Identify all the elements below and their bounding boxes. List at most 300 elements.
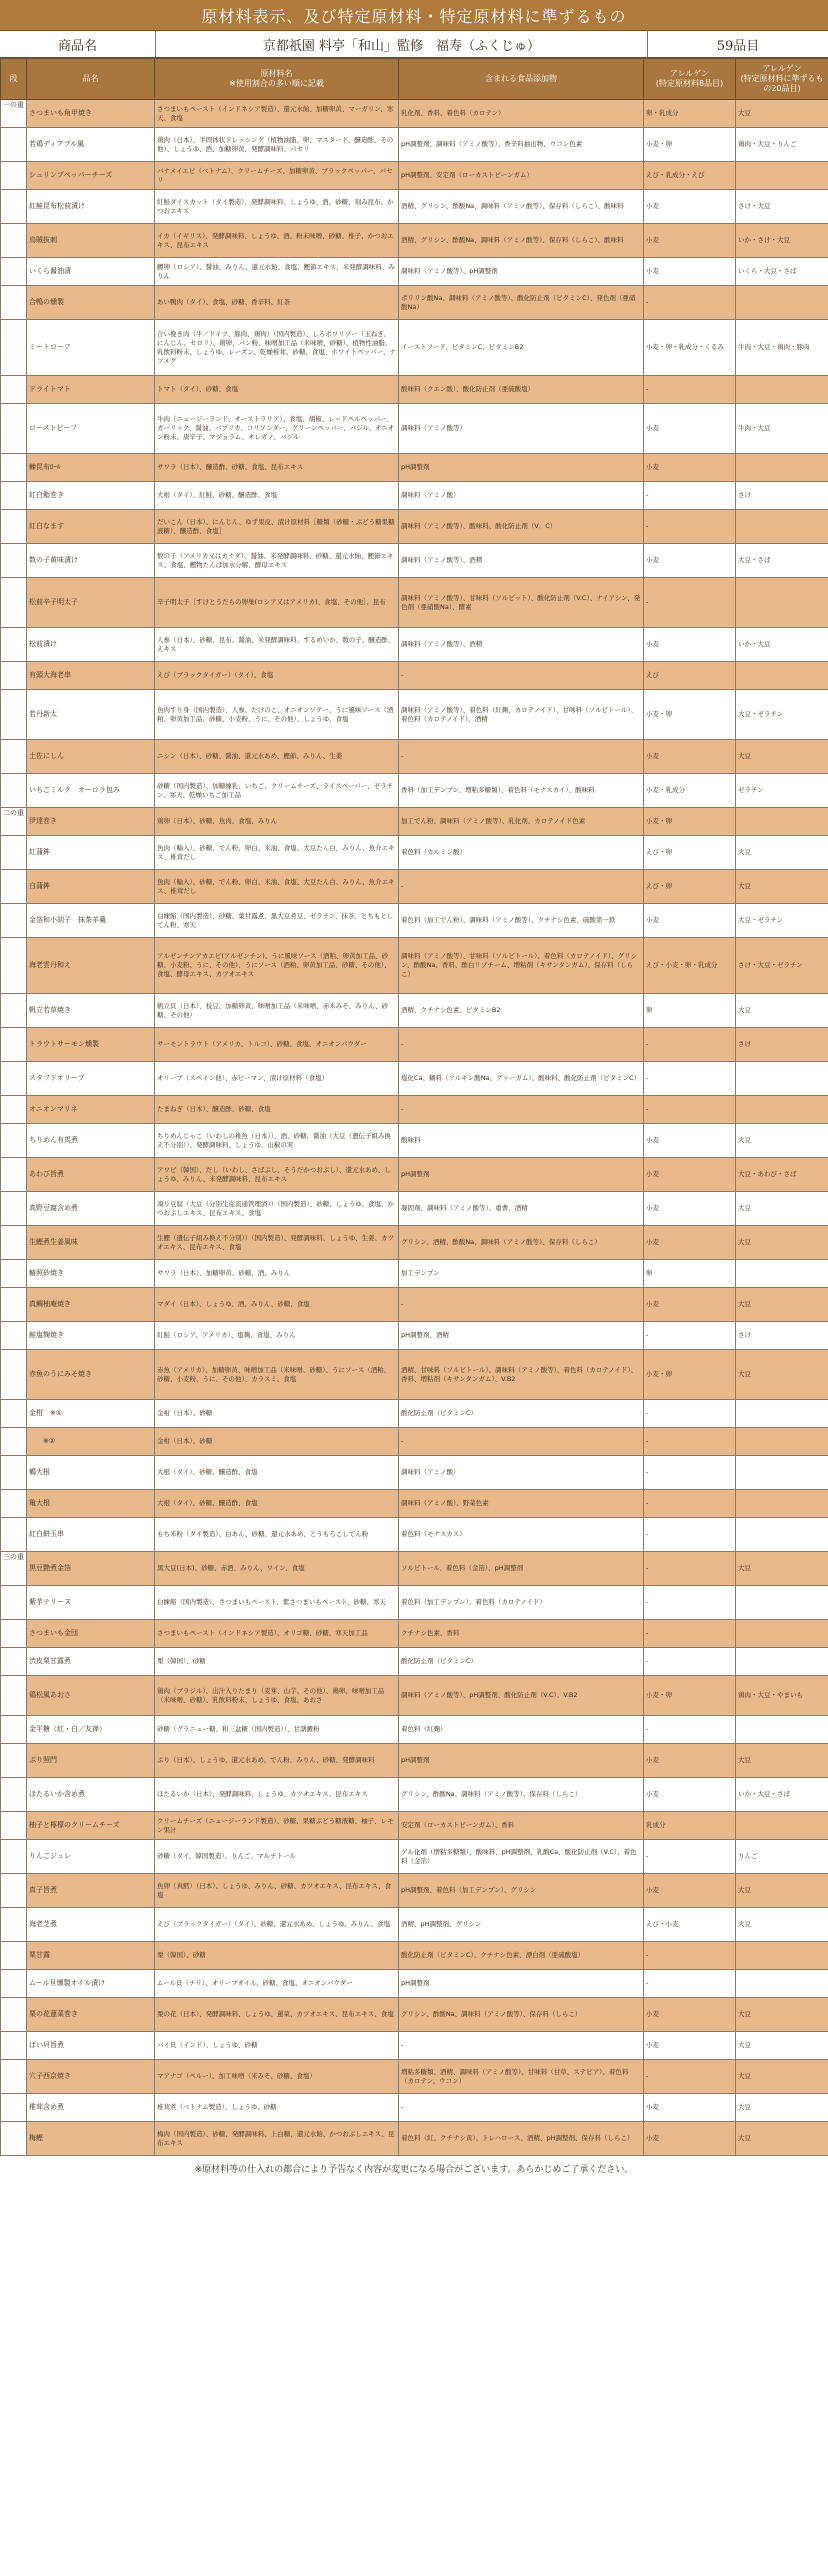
row-allergen-major: 卵 bbox=[644, 994, 736, 1028]
row-name: さつまいも金団 bbox=[27, 1620, 155, 1648]
row-allergen-minor: 大豆・ゼラチン bbox=[736, 690, 828, 740]
row-name: 穴子西京焼き bbox=[27, 2060, 155, 2094]
row-additives: 酒精、pH調整剤、グリシン bbox=[399, 1908, 644, 1942]
row-additives: 塩化Ca、糊料（アルギン酸Na、グァーガム）、酸味料、酸化防止剤（ビタミンC） bbox=[399, 1062, 644, 1096]
row-ingredients: 椎茸煮（ベトナム製造）、しょうゆ、砂糖 bbox=[155, 2094, 399, 2122]
row-ingredients: 魚卵（真鱈）（日本）、しょうゆ、みりん、砂糖、カツオエキス、昆布エキス、食塩 bbox=[155, 1874, 399, 1908]
row-dan bbox=[1, 2060, 27, 2094]
row-allergen-minor: さけ・大豆・ゼラチン bbox=[736, 938, 828, 994]
row-ingredients: ほたるいか（日本）、発酵調味料、しょうゆ、カツオエキス、昆布エキス bbox=[155, 1778, 399, 1812]
row-name: 烏賊抜刺 bbox=[27, 224, 155, 258]
row-allergen-minor: 大豆 bbox=[736, 2094, 828, 2122]
row-additives: - bbox=[399, 2094, 644, 2122]
row-allergen-minor: 大豆 bbox=[736, 1998, 828, 2032]
col-ingredients bbox=[155, 59, 399, 100]
row-name: ミートローフ bbox=[27, 320, 155, 376]
row-allergen-major: - bbox=[644, 286, 736, 320]
row-allergen-minor: 大豆・あわび・さば bbox=[736, 1158, 828, 1192]
table-row bbox=[1, 1226, 828, 1260]
row-allergen-minor: 大豆 bbox=[736, 1124, 828, 1158]
row-allergen-minor: 大豆 bbox=[736, 1288, 828, 1322]
row-allergen-major: 小麦・卵 bbox=[644, 808, 736, 836]
row-allergen-minor: いか・さけ・大豆 bbox=[736, 224, 828, 258]
row-allergen-minor: 大豆 bbox=[736, 1908, 828, 1942]
row-name: 有頭大海老串 bbox=[27, 662, 155, 690]
row-additives: 酸化防止剤（ビタミンC） bbox=[399, 1648, 644, 1676]
row-additives: 調味料（アミノ酸等）、酒精 bbox=[399, 628, 644, 662]
row-allergen-minor bbox=[736, 1586, 828, 1620]
row-allergen-minor: 鶏肉・大豆・やまいも bbox=[736, 1676, 828, 1716]
row-allergen-minor: 大豆 bbox=[736, 2032, 828, 2060]
row-additives: - bbox=[399, 1288, 644, 1322]
col-additives: 含まれる食品添加物 bbox=[399, 59, 644, 100]
row-allergen-major: - bbox=[644, 1490, 736, 1518]
row-ingredients: 魚肉（輸入）、砂糖、でん粉、卵白、米油、食塩、大豆たん白、みりん、魚介エキス、椎茸だし bbox=[155, 870, 399, 904]
row-name: 柚子と檸檬のクリームチーズ bbox=[27, 1812, 155, 1840]
row-additives: 加工デンプン bbox=[399, 1260, 644, 1288]
row-additives: 加工でん粉、調味料（アミノ酸等）、乳化剤、カロテノイド色素 bbox=[399, 808, 644, 836]
row-name: 若丹新太 bbox=[27, 690, 155, 740]
table-row bbox=[1, 1518, 828, 1552]
row-ingredients: トマト（タイ）、砂糖、食塩 bbox=[155, 376, 399, 404]
row-ingredients: 大根（タイ）、砂糖、醸造酢、食塩 bbox=[155, 1490, 399, 1518]
row-allergen-minor: いくら・大豆・さば bbox=[736, 258, 828, 286]
table-row bbox=[1, 1998, 828, 2032]
row-name: 栗甘露 bbox=[27, 1942, 155, 1970]
row-dan bbox=[1, 1350, 27, 1400]
row-ingredients: 大根（タイ）、紅鮭、砂糖、醸造酢、食塩 bbox=[155, 482, 399, 510]
row-name: 鰊昆布ﾛｰﾙ bbox=[27, 454, 155, 482]
table-row bbox=[1, 662, 828, 690]
row-allergen-major: えび・卵 bbox=[644, 870, 736, 904]
row-dan bbox=[1, 662, 27, 690]
row-name: 鶏松風あおさ bbox=[27, 1676, 155, 1716]
row-additives: pH調整剤、着色料（加工デンプン）、グリシン bbox=[399, 1874, 644, 1908]
table-row bbox=[1, 100, 828, 128]
row-dan bbox=[1, 1744, 27, 1778]
row-ingredients: 辛子明太子［すけとうだらの卵巣(ロシア又はアメリカ)、食塩、その他］、昆布 bbox=[155, 578, 399, 628]
row-name: ローストビーフ bbox=[27, 404, 155, 454]
row-additives: 調味料（アミノ酸等）、pH調整剤 bbox=[399, 258, 644, 286]
row-name: 数の子黄味漬け bbox=[27, 544, 155, 578]
row-allergen-major: - bbox=[644, 1942, 736, 1970]
table-row bbox=[1, 1096, 828, 1124]
row-dan bbox=[1, 904, 27, 938]
table-row bbox=[1, 510, 828, 544]
row-allergen-major: 小麦 bbox=[644, 1998, 736, 2032]
row-allergen-major: - bbox=[644, 578, 736, 628]
row-allergen-major: 小麦・卵 bbox=[644, 690, 736, 740]
row-dan bbox=[1, 938, 27, 994]
row-additives: 酒精、クチナシ色素、ビタミンB2 bbox=[399, 994, 644, 1028]
row-name: ほたるいか含め煮 bbox=[27, 1778, 155, 1812]
row-allergen-minor: 牛肉・大豆 bbox=[736, 404, 828, 454]
row-ingredients: ムール貝（チリ）、オリーブオイル、砂糖、食塩、オニオンパウダー bbox=[155, 1970, 399, 1998]
row-allergen-minor bbox=[736, 1428, 828, 1456]
row-allergen-major: 小麦 bbox=[644, 1778, 736, 1812]
row-allergen-major: 小麦 bbox=[644, 2122, 736, 2156]
row-allergen-major: - bbox=[644, 1428, 736, 1456]
col-name: 品名 bbox=[27, 59, 155, 100]
footer-note: ※原材料等の仕入れの都合により予告なく内容が変更になる場合がございます。あらかじめご了承ください。 bbox=[194, 2165, 634, 2175]
col-allergen-major bbox=[644, 59, 736, 100]
table-row bbox=[1, 938, 828, 994]
table-row bbox=[1, 1350, 828, 1400]
row-allergen-major: 小麦・卵 bbox=[644, 128, 736, 162]
row-allergen-minor bbox=[736, 808, 828, 836]
row-dan bbox=[1, 286, 27, 320]
row-dan bbox=[1, 190, 27, 224]
row-dan bbox=[1, 1716, 27, 1744]
table-row bbox=[1, 320, 828, 376]
row-dan bbox=[1, 836, 27, 870]
row-ingredients: 大根（タイ）、砂糖、醸造酢、食塩 bbox=[155, 1456, 399, 1490]
row-dan bbox=[1, 510, 27, 544]
row-allergen-major: - bbox=[644, 1552, 736, 1586]
row-name: 合鴨の燻製 bbox=[27, 286, 155, 320]
row-dan bbox=[1, 2094, 27, 2122]
row-name: いくら醤油漬 bbox=[27, 258, 155, 286]
row-additives: 着色料（紅麹） bbox=[399, 1716, 644, 1744]
row-allergen-minor: さけ bbox=[736, 1028, 828, 1062]
col-ingredients-note: ※使用割合の多い順に記載 bbox=[229, 79, 324, 88]
row-allergen-major: えび・小麦・卵・乳成分 bbox=[644, 938, 736, 994]
row-ingredients: 砂糖（タイ、韓国製造）、りんご、マルチトール bbox=[155, 1840, 399, 1874]
row-allergen-minor: 大豆 bbox=[736, 836, 828, 870]
table-body bbox=[1, 100, 828, 2156]
row-name: 海老芝煮 bbox=[27, 1908, 155, 1942]
table-row bbox=[1, 1812, 828, 1840]
col-allergen-minor-label: アレルゲン bbox=[762, 64, 802, 73]
table-row bbox=[1, 482, 828, 510]
row-dan bbox=[1, 1028, 27, 1062]
row-dan bbox=[1, 1158, 27, 1192]
row-additives: 酒精、甘味料（ソルビトール）、調味料（アミノ酸等）、着色料（カロテノイド）、香料、増粘剤（キサンタンガム）、V.B2 bbox=[399, 1350, 644, 1400]
row-ingredients: アワビ（韓国）、だし（いわし、さばぶし、そうだかつおぶし）、還元水あめ、しょうゆ、みりん、米発酵調味料、昆布エキス bbox=[155, 1158, 399, 1192]
row-allergen-major: 卵・乳成分 bbox=[644, 100, 736, 128]
row-additives: - bbox=[399, 1028, 644, 1062]
row-additives: 調味料（アミノ酸） bbox=[399, 1456, 644, 1490]
row-ingredients: 白練餡（国内製造）、さつまいもペースト、紫さつまいもペースト、砂糖、寒天 bbox=[155, 1586, 399, 1620]
row-allergen-major: - bbox=[644, 2060, 736, 2094]
row-allergen-minor bbox=[736, 662, 828, 690]
row-allergen-minor bbox=[736, 376, 828, 404]
table-row bbox=[1, 1124, 828, 1158]
row-name: オニオンマリネ bbox=[27, 1096, 155, 1124]
col-allergen-minor bbox=[736, 59, 828, 100]
row-ingredients: サワラ（日本）、加糖卵黄、砂糖、酒、みりん bbox=[155, 1260, 399, 1288]
row-name: 黒豆艶煮金箔 bbox=[27, 1552, 155, 1586]
row-allergen-minor: 牛肉・大豆・鶏肉・豚肉 bbox=[736, 320, 828, 376]
table-row bbox=[1, 1586, 828, 1620]
row-allergen-major: 小麦 bbox=[644, 740, 736, 774]
row-dan bbox=[1, 1778, 27, 1812]
row-allergen-minor: 大豆 bbox=[736, 994, 828, 1028]
row-allergen-minor: 大豆・ゼラチン bbox=[736, 904, 828, 938]
row-name: ドライトマト bbox=[27, 376, 155, 404]
row-allergen-major: - bbox=[644, 1716, 736, 1744]
row-ingredients: さつまいもペースト（インドネシア製造）、還元水飴、加糖卵黄、マーガリン、寒天、食塩 bbox=[155, 100, 399, 128]
row-ingredients: だいこん（日本）、にんじん、ゆず果皮、漬け原材料［糖類（砂糖・ぶどう糖果糖液糖）、醸造酢、食塩］ bbox=[155, 510, 399, 544]
row-allergen-minor bbox=[736, 1620, 828, 1648]
row-ingredients: たまねぎ（日本）、醸造酢、砂糖、食塩 bbox=[155, 1096, 399, 1124]
table-row bbox=[1, 1908, 828, 1942]
row-additives: 増粘多糖類、酒精、調味料（アミノ酸等）、甘味料（甘草、ステビア）、着色料（カロテン、ウコン） bbox=[399, 2060, 644, 2094]
row-dan bbox=[1, 482, 27, 510]
row-allergen-major: - bbox=[644, 1062, 736, 1096]
row-additives: クチナシ色素、香料 bbox=[399, 1620, 644, 1648]
row-additives: 調味料（アミノ酸等）、酸味料、酸化防止剤（V．C） bbox=[399, 510, 644, 544]
col-allergen-minor-note: (特定原材料に準ずるもの20品目) bbox=[740, 74, 824, 93]
row-allergen-minor bbox=[736, 1400, 828, 1428]
row-ingredients: 黒大豆(日本)、砂糖、赤酒、みりん、ワイン、食塩 bbox=[155, 1552, 399, 1586]
row-allergen-major: 小麦 bbox=[644, 258, 736, 286]
row-allergen-major: - bbox=[644, 482, 736, 510]
row-name: 栗の花蓮菜巻き bbox=[27, 1998, 155, 2032]
row-allergen-major: - bbox=[644, 1028, 736, 1062]
table-row bbox=[1, 128, 828, 162]
row-allergen-minor bbox=[736, 1716, 828, 1744]
row-additives: 着色料（加工デンプン）、着色料（カロテノイド） bbox=[399, 1586, 644, 1620]
table-row bbox=[1, 454, 828, 482]
row-dan bbox=[1, 2122, 27, 2156]
table-row bbox=[1, 1778, 828, 1812]
row-dan bbox=[1, 2032, 27, 2060]
row-ingredients: 帆立貝（日本）、枝豆、加糖卵黄、味噌加工品（米味噌、赤米みそ、みりん、砂糖、その他） bbox=[155, 994, 399, 1028]
row-dan bbox=[1, 1260, 27, 1288]
row-additives: pH調整剤 bbox=[399, 1970, 644, 1998]
row-additives: - bbox=[399, 870, 644, 904]
row-additives: - bbox=[399, 1428, 644, 1456]
row-additives: 着色料（紅、クチナシ黄）、トレハロース、酒精、pH調整剤、保存料（しらこ） bbox=[399, 2122, 644, 2156]
row-allergen-minor: 大豆 bbox=[736, 1350, 828, 1400]
row-allergen-minor: 大豆 bbox=[736, 870, 828, 904]
table-row bbox=[1, 162, 828, 190]
row-name: 海老雲丹和え bbox=[27, 938, 155, 994]
row-ingredients: 栗（韓国）、砂糖 bbox=[155, 1942, 399, 1970]
table-row bbox=[1, 1490, 828, 1518]
row-allergen-major: 小麦 bbox=[644, 2094, 736, 2122]
row-allergen-major: 小麦 bbox=[644, 190, 736, 224]
row-allergen-major: - bbox=[644, 1840, 736, 1874]
row-name: トラウトサーモン燻製 bbox=[27, 1028, 155, 1062]
row-additives: 酒精、グリシン、酢酸Na、調味料（アミノ酸等）、保存料（しらこ）、酸味料 bbox=[399, 224, 644, 258]
row-name: ちりめん有馬煮 bbox=[27, 1124, 155, 1158]
row-ingredients: 数の子（アメリカ又はカナダ）、醤油、米発酵調味料、砂糖、還元水飴、鰹節エキス、食塩、鰹物たんぱ加水分解、酵母エキス bbox=[155, 544, 399, 578]
row-additives: 酸味料 bbox=[399, 1124, 644, 1158]
row-dan bbox=[1, 1226, 27, 1260]
row-additives: グリシン、酢酸Na、調味料（アミノ酸等）、保存料（しらこ） bbox=[399, 1778, 644, 1812]
row-ingredients: ちりめんじゃこ（いわしの稚魚（日本））、酒、砂糖、醤油（大豆（遺伝子組み換え不分別））、発酵調味料、しょうゆ、山椒の実 bbox=[155, 1124, 399, 1158]
row-dan bbox=[1, 740, 27, 774]
table-row bbox=[1, 1970, 828, 1998]
row-additives: グリシン、酢酸Na、調味料（アミノ酸等）、保存料（しらこ） bbox=[399, 1998, 644, 2032]
row-allergen-minor bbox=[736, 1260, 828, 1288]
row-name: 金平糖（紅・白／友禅） bbox=[27, 1716, 155, 1744]
table-row bbox=[1, 1552, 828, 1586]
table-row bbox=[1, 1028, 828, 1062]
row-additives: 調味料（アミノ酸等） bbox=[399, 404, 644, 454]
row-ingredients: 鱒卵（ロシア）、醤油、みりん、還元水飴、食塩、鰹節エキス、米発酵調味料、みりん bbox=[155, 258, 399, 286]
row-additives: 調味料（アミノ酸等）、酒精 bbox=[399, 544, 644, 578]
table-row bbox=[1, 2032, 828, 2060]
table-row bbox=[1, 544, 828, 578]
row-name: 金柑 ※① bbox=[27, 1400, 155, 1428]
row-dan bbox=[1, 774, 27, 808]
row-dan bbox=[1, 628, 27, 662]
row-ingredients: 紅鮭ダイスカット（タイ製造）、発酵調味料、しょうゆ、酒、砂糖、刻み昆布、かつおエキス bbox=[155, 190, 399, 224]
row-ingredients: マダイ（日本）、しょうゆ、酒、みりん、砂糖、食塩 bbox=[155, 1288, 399, 1322]
product-label: 商品名 bbox=[0, 31, 156, 57]
row-dan bbox=[1, 1812, 27, 1840]
row-name: 帆立若草焼き bbox=[27, 994, 155, 1028]
row-additives: イーストフード、ビタミンC、ビタミンB2 bbox=[399, 320, 644, 376]
row-name: 白蒲鉾 bbox=[27, 870, 155, 904]
row-allergen-minor bbox=[736, 1490, 828, 1518]
row-additives: 調味料（アミノ酸等）、甘味料（ソルビトール）、着色料（カロテノイド）、グリシン、酢酸Na、香料、酢白リゾチーム、増粘剤（キサンタンガム）、保存料（しらこ） bbox=[399, 938, 644, 994]
row-dan bbox=[1, 1400, 27, 1428]
row-dan bbox=[1, 1840, 27, 1874]
row-allergen-major: - bbox=[644, 1518, 736, 1552]
row-allergen-major: - bbox=[644, 1620, 736, 1648]
table-row bbox=[1, 404, 828, 454]
row-allergen-major: 小麦・卵 bbox=[644, 1676, 736, 1716]
row-allergen-major: 小麦・乳成分 bbox=[644, 774, 736, 808]
row-allergen-major: 卵 bbox=[644, 1260, 736, 1288]
row-additives: pH調整剤 bbox=[399, 454, 644, 482]
row-additives: 調味料（アミノ酸等）、pH調整剤、酸化防止剤（V.C）、V.B2 bbox=[399, 1676, 644, 1716]
row-allergen-minor bbox=[736, 286, 828, 320]
row-ingredients: マアナゴ（ペルー）、加工味噌（米みそ、砂糖、食塩） bbox=[155, 2060, 399, 2094]
row-dan bbox=[1, 1288, 27, 1322]
row-name: 真鯛柚庵焼き bbox=[27, 1288, 155, 1322]
row-allergen-major: - bbox=[644, 1400, 736, 1428]
row-additives: 調味料（アミノ酸等）、甘味料（ソルビット）、酸化防止剤（V.C）、ナイアシン、発色剤（亜硝酸Na）、酵素 bbox=[399, 578, 644, 628]
row-ingredients: イカ（イギリス）、発酵調味料、しょうゆ、酒、粉末味噌、砂糖、椎子、かつおエキス、昆布エキス bbox=[155, 224, 399, 258]
row-ingredients: あい鴨肉（タイ）、食塩、砂糖、香辛料、紅茶 bbox=[155, 286, 399, 320]
row-allergen-minor: 大豆 bbox=[736, 1552, 828, 1586]
row-name: 金箔和小胡子 抹茶羊羹 bbox=[27, 904, 155, 938]
row-allergen-major: 小麦 bbox=[644, 1158, 736, 1192]
row-allergen-minor: 大豆・さば bbox=[736, 544, 828, 578]
row-ingredients: 赤魚（アメリカ）、加糖卵黄、味噌加工品（米味噌、砂糖）、うにソース（酒粕、砂糖、小麦粉、うに、その他）、カラスミ、食塩 bbox=[155, 1350, 399, 1400]
row-ingredients: サワラ（日本）、醸造酢、砂糖、食塩、昆布エキス bbox=[155, 454, 399, 482]
row-allergen-major: 小麦 bbox=[644, 1288, 736, 1322]
row-dan bbox=[1, 224, 27, 258]
row-ingredients: 白練餡（国内製造）、砂糖、葉甘露煮、黒大豆煮豆、ゼラチン、抹茶、とちもとしてん粉、寒天 bbox=[155, 904, 399, 938]
row-additives: 凝固剤、調味料（アミノ酸等）、重曹、酒精 bbox=[399, 1192, 644, 1226]
table-row bbox=[1, 1400, 828, 1428]
table-row bbox=[1, 1716, 828, 1744]
table-row bbox=[1, 1676, 828, 1716]
row-additives: 酒精、グリシン、酢酸Na、調味料（アミノ酸等）、保存料（しらこ）、酸味料 bbox=[399, 190, 644, 224]
row-name: 土佐にしん bbox=[27, 740, 155, 774]
row-dan bbox=[1, 1998, 27, 2032]
row-allergen-major: - bbox=[644, 1970, 736, 1998]
row-allergen-minor: いか・大豆 bbox=[736, 628, 828, 662]
table-row bbox=[1, 376, 828, 404]
row-name: 紅白鮨巻き bbox=[27, 482, 155, 510]
row-additives: - bbox=[399, 662, 644, 690]
row-allergen-major: 小麦 bbox=[644, 628, 736, 662]
table-row bbox=[1, 2060, 828, 2094]
col-dan: 段 bbox=[1, 59, 27, 100]
row-dan bbox=[1, 1908, 27, 1942]
row-name: さつまいも角甲焼き bbox=[27, 100, 155, 128]
table-row bbox=[1, 994, 828, 1028]
row-allergen-minor bbox=[736, 454, 828, 482]
row-additives: 着色料（モナスカス） bbox=[399, 1518, 644, 1552]
table-row bbox=[1, 1874, 828, 1908]
row-dan bbox=[1, 1192, 27, 1226]
row-dan bbox=[1, 544, 27, 578]
row-additives: 調味料（アミノ酸）、野菜色素 bbox=[399, 1490, 644, 1518]
row-dan bbox=[1, 376, 27, 404]
product-header bbox=[0, 31, 828, 58]
table-row bbox=[1, 1456, 828, 1490]
table-row bbox=[1, 808, 828, 836]
row-name: 若鶏ディアブル風 bbox=[27, 128, 155, 162]
row-ingredients: アルゼンチンアカエビ(アルゼンチン)、うに風味ソース（酒粕、卵黄加工品、砂糖、小麦粉、うに、その他）、うにソース（酒粕、卵黄加工品、砂糖、その他）、食塩、酵母エキス、カツオエキス bbox=[155, 938, 399, 994]
table-row bbox=[1, 578, 828, 628]
table-row bbox=[1, 690, 828, 740]
row-ingredients: ぶり（日本）、しょうゆ、還元水あめ、でん粉、みりん、砂糖、発酵調味料 bbox=[155, 1744, 399, 1778]
table-row bbox=[1, 1322, 828, 1350]
row-allergen-minor: 鶏肉・大豆・りんご bbox=[736, 128, 828, 162]
table-row bbox=[1, 1942, 828, 1970]
row-name: ばい貝旨煮 bbox=[27, 2032, 155, 2060]
row-name: あわび旨煮 bbox=[27, 1158, 155, 1192]
row-allergen-minor: りんご bbox=[736, 1840, 828, 1874]
row-allergen-major: 小麦・卵 bbox=[644, 1350, 736, 1400]
row-dan bbox=[1, 1490, 27, 1518]
row-allergen-major: 小麦・卵・乳成分・くるみ bbox=[644, 320, 736, 376]
row-dan bbox=[1, 1970, 27, 1998]
row-allergen-minor: 大豆 bbox=[736, 2122, 828, 2156]
row-allergen-major: - bbox=[644, 376, 736, 404]
row-ingredients: 魚肉（輸入）、砂糖、でん粉、卵白、米油、食塩、大豆たん白、みりん、魚介エキス、椎茸だし bbox=[155, 836, 399, 870]
row-name: スタフドオリーブ bbox=[27, 1062, 155, 1096]
row-additives: 調味料（アミノ酸） bbox=[399, 482, 644, 510]
row-name: 鶴大根 bbox=[27, 1456, 155, 1490]
row-ingredients: えび（ブラックタイガー）（タイ）、砂糖、還元水あめ、しょうゆ、みりん、食塩 bbox=[155, 1908, 399, 1942]
row-dan: 二の重 bbox=[1, 808, 27, 836]
row-name: 紫芋テリーヌ bbox=[27, 1586, 155, 1620]
row-name: 鮭塩麹焼き bbox=[27, 1322, 155, 1350]
row-ingredients: ニシン（日本）、砂糖、醤油、還元水あめ、鰹節、みりん、生姜 bbox=[155, 740, 399, 774]
row-dan bbox=[1, 578, 27, 628]
table-row bbox=[1, 774, 828, 808]
table-row bbox=[1, 1158, 828, 1192]
row-dan bbox=[1, 870, 27, 904]
row-dan bbox=[1, 1428, 27, 1456]
row-allergen-minor bbox=[736, 578, 828, 628]
row-additives: 酸化防止剤（ビタミンC） bbox=[399, 1400, 644, 1428]
row-ingredients: バナメイエビ（ベトナム）、クリームチーズ、加糖卵黄、ブラックペッパー、パセリ bbox=[155, 162, 399, 190]
row-allergen-major: 小麦 bbox=[644, 1874, 736, 1908]
row-allergen-major: 小麦 bbox=[644, 224, 736, 258]
table-row bbox=[1, 190, 828, 224]
row-ingredients: 紅鮭（ロシア、アメリカ）、塩麹、食塩、みりん bbox=[155, 1322, 399, 1350]
row-allergen-major: - bbox=[644, 1648, 736, 1676]
row-name: いちごミルク オーロラ包み bbox=[27, 774, 155, 808]
row-name: 紅白なます bbox=[27, 510, 155, 544]
table-row bbox=[1, 1620, 828, 1648]
table-row bbox=[1, 870, 828, 904]
row-ingredients: クリームチーズ（ニュージーランド製造）、砂糖、果糖ぶどう糖液糖、柚子、レモン果汁 bbox=[155, 1812, 399, 1840]
row-allergen-major: えび bbox=[644, 662, 736, 690]
row-allergen-minor: ゼラチン bbox=[736, 774, 828, 808]
